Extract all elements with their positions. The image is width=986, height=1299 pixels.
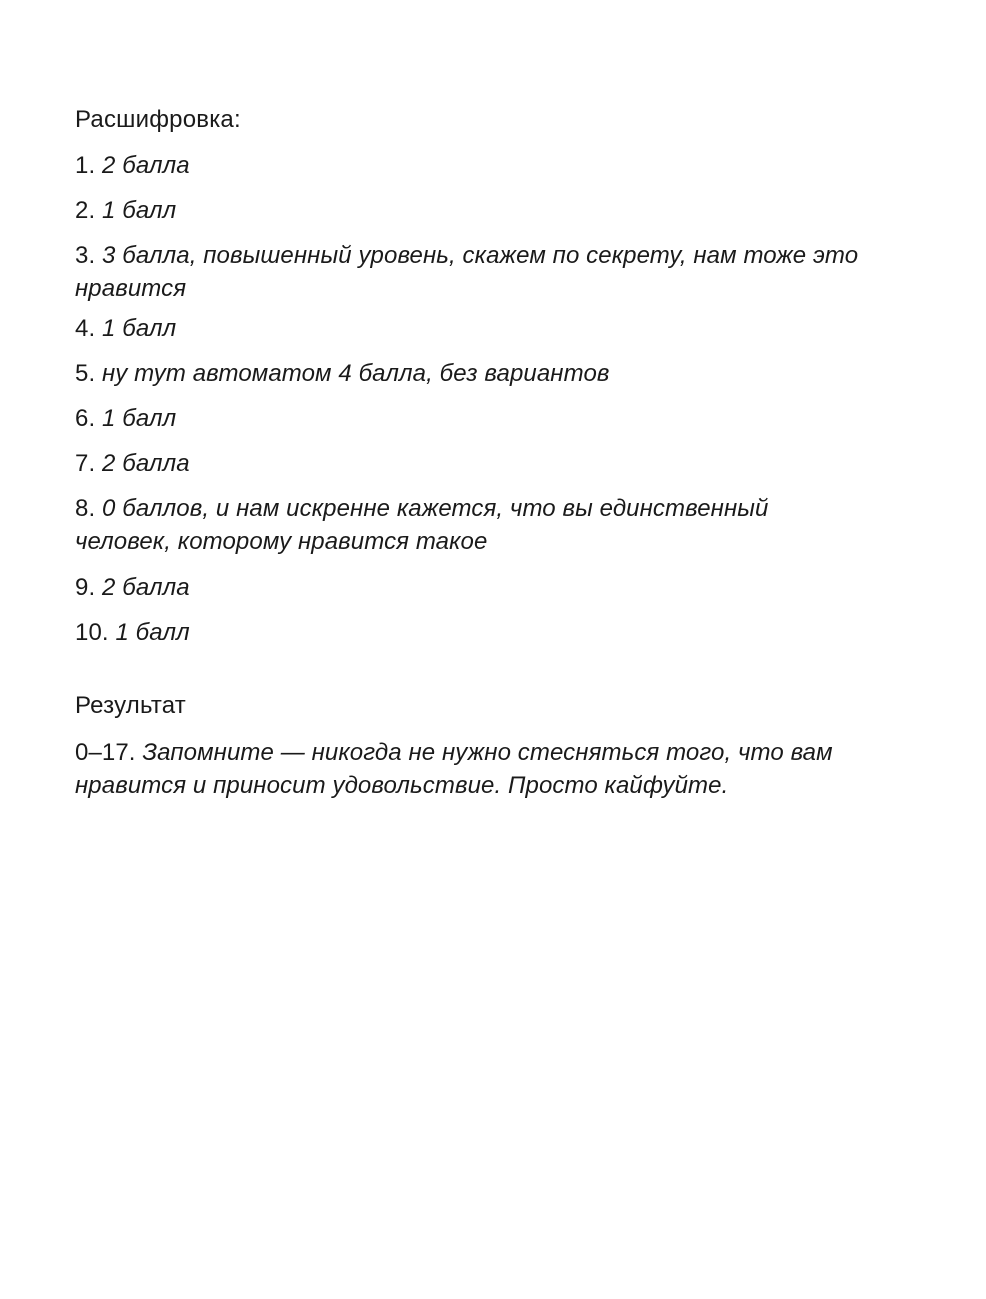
decoding-heading: Расшифровка:	[75, 106, 241, 133]
list-item	[75, 357, 865, 390]
list-item	[75, 149, 865, 182]
list-item	[75, 616, 865, 649]
list-item	[75, 492, 865, 558]
item-number: 7.	[75, 450, 96, 477]
item-text: 1 балл	[102, 405, 177, 432]
list-item	[75, 239, 865, 305]
item-text: 2 балла	[102, 450, 190, 477]
item-number: 10.	[75, 619, 109, 646]
item-text: 1 балл	[102, 197, 177, 224]
item-number: 2.	[75, 197, 96, 224]
result-heading: Результат	[75, 692, 186, 719]
list-item	[75, 402, 865, 435]
list-item	[75, 194, 865, 227]
item-number: 8.	[75, 495, 96, 522]
result-text	[75, 736, 865, 802]
item-text: 0 баллов, и нам искренне кажется, что вы единственный человек, которому нравится такое	[75, 495, 769, 555]
item-text: 1 балл	[102, 315, 177, 342]
item-number: 9.	[75, 574, 96, 601]
list-item	[75, 571, 865, 604]
list-item	[75, 447, 865, 480]
item-text: 1 балл	[115, 619, 190, 646]
list-item	[75, 312, 865, 345]
item-number: 1.	[75, 152, 96, 179]
item-number: 6.	[75, 405, 96, 432]
item-number: 5.	[75, 360, 96, 387]
result-range: 0–17.	[75, 739, 136, 766]
result-description: Запомните — никогда не нужно стесняться того, что вам нравится и приносит удовольствие. Просто кайфуйте.	[75, 739, 833, 799]
item-number: 4.	[75, 315, 96, 342]
item-text: 2 балла	[102, 574, 190, 601]
item-text: 2 балла	[102, 152, 190, 179]
item-text: 3 балла, повышенный уровень, скажем по секрету, нам тоже это нравится	[75, 242, 859, 302]
item-number: 3.	[75, 242, 96, 269]
item-text: ну тут автоматом 4 балла, без вариантов	[102, 360, 610, 387]
